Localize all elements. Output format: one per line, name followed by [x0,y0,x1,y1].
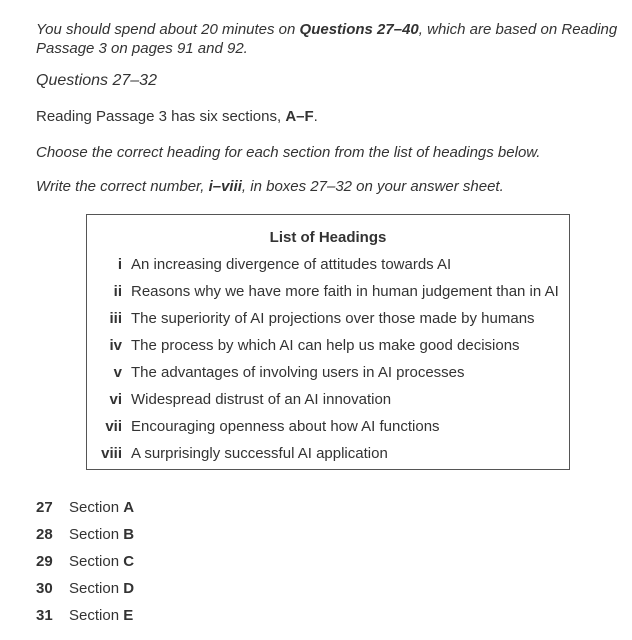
heading-text: An increasing divergence of attitudes towards AI [131,256,452,273]
heading-text: The process by which AI can help us make good decisions [131,337,520,354]
question-label [69,499,134,516]
intro-questions-range: Questions 27–40 [299,21,419,38]
question-label [69,526,134,543]
section-letter: D [123,580,135,597]
intro-text-end: , which are based on Reading Passage 3 on pages 91 and 92. [36,21,618,57]
heading-numeral: v [113,364,122,381]
passage-line-text: Reading Passage 3 has six sections, [36,108,286,125]
heading-text: A surprisingly successful AI application [131,445,388,462]
intro-instruction [36,20,621,58]
list-of-headings-box [86,214,570,470]
list-of-headings-title: List of Headings [269,229,387,246]
section-word: Section [69,580,124,597]
section-letter: C [123,553,135,570]
heading-numeral: i [117,256,122,273]
section-word: Section [69,526,124,543]
heading-text: Encouraging openness about how AI functions [131,418,440,435]
heading-numeral: iv [109,337,122,354]
write-instruction-end: , in boxes 27–32 on your answer sheet. [241,178,504,195]
question-number: 30 [36,580,53,597]
question-label [69,553,134,570]
heading-numeral: vii [105,418,122,435]
heading-numeral: viii [101,445,122,462]
question-number: 29 [36,553,53,570]
question-label [69,580,134,597]
heading-text: Reasons why we have more faith in human judgement than in AI [131,283,559,300]
write-instruction-range: i–viii [208,178,242,195]
section-word: Section [69,607,124,624]
question-number: 31 [36,607,53,624]
passage-line-range: A–F [285,108,314,125]
questions-title: Questions 27–32 [36,72,157,89]
question-label [69,607,133,624]
passage-sections-line [36,108,318,125]
heading-text: Widespread distrust of an AI innovation [131,391,392,408]
section-word: Section [69,553,124,570]
heading-numeral: iii [109,310,122,327]
section-letter: E [123,607,134,624]
intro-text-start: You should spend about 20 minutes on [36,21,300,38]
question-number: 27 [36,499,53,516]
write-instruction-start: Write the correct number, [36,178,209,195]
heading-numeral: vi [109,391,122,408]
heading-text: The superiority of AI projections over those made by humans [131,310,535,327]
write-instruction [36,178,504,195]
section-letter: B [123,526,135,543]
question-number: 28 [36,526,53,543]
choose-instruction: Choose the correct heading for each section from the list of headings below. [36,144,541,161]
section-letter: A [123,499,135,516]
passage-line-end: . [313,108,318,125]
heading-numeral: ii [113,283,122,300]
section-word: Section [69,499,124,516]
heading-text: The advantages of involving users in AI processes [131,364,465,381]
